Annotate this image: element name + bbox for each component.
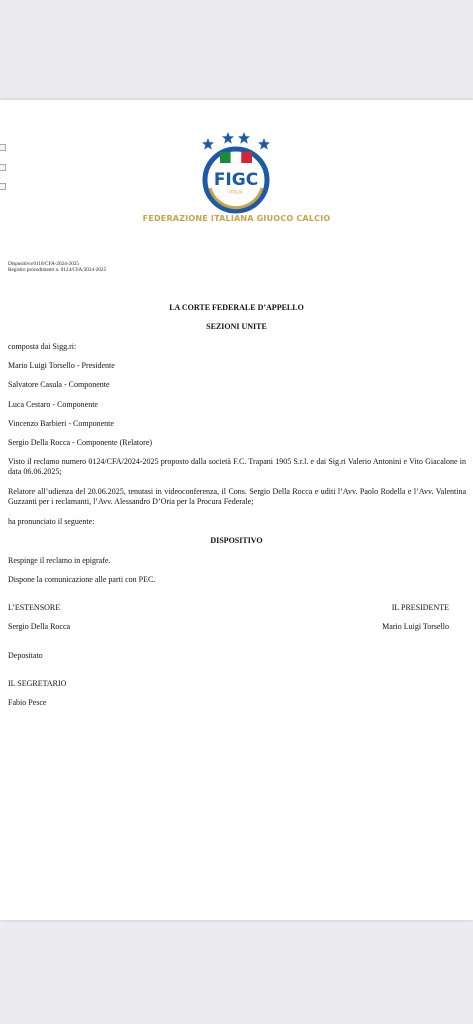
broken-image-icon: [0, 164, 6, 171]
segretario-label: IL SEGRETARIO: [8, 679, 67, 688]
document-page: [0, 100, 473, 920]
presidente-name: Mario Luigi Torsello: [382, 622, 449, 631]
estensore-name: Sergio Della Rocca: [8, 622, 71, 631]
member-item: Vincenzo Barbieri - Componente: [8, 419, 114, 428]
presidente-label: IL PRESIDENTE: [391, 603, 449, 612]
decision-item: Dispone la comunicazione alle parti con PEC.: [8, 575, 156, 584]
deposited-text: Depositato: [8, 651, 43, 660]
estensore-label: L’ESTENSORE: [8, 603, 61, 612]
logo-text: FIGC: [213, 170, 259, 190]
member-item: Salvatore Casula - Componente: [8, 380, 110, 389]
member-item: Sergio Della Rocca - Componente (Relatore): [8, 438, 153, 447]
star-icon: [202, 138, 214, 150]
decision-item: Respinge il reclamo in epigrafe.: [8, 556, 111, 565]
star-icon: [258, 138, 270, 150]
broken-image-icon: [0, 144, 6, 151]
pronounced-text: ha pronunciato il seguente:: [8, 517, 95, 526]
star-icon: [238, 132, 250, 144]
figc-logo: [196, 130, 276, 222]
visto-paragraph: Visto il reclamo numero 0124/CFA/2024-2025 proposto dalla società F.C. Trapani 1905 S.r.l. e dai Sig.ri Valerio Antonini e Vito Giacalone in data 06.06.2025;: [8, 457, 466, 476]
member-item: Luca Cestaro - Componente: [8, 400, 98, 409]
broken-image-icon: [0, 183, 6, 190]
court-section: SEZIONI UNITE: [206, 322, 267, 331]
segretario-name: Fabio Pesce: [8, 698, 47, 707]
logo-subtext: ITALIA: [229, 190, 243, 196]
registry-line: Registro procedimenti n. 0124/CFA/2024-2025: [8, 267, 107, 273]
registry-line: Dispositivo/0118/CFA-2024-2025: [8, 261, 79, 267]
dispositivo-title: DISPOSITIVO: [210, 536, 263, 545]
federation-name: FEDERAZIONE ITALIANA GIUOCO CALCIO: [142, 214, 331, 223]
relatore-paragraph: Relatore all’udienza del 20.06.2025, tenutasi in videoconferenza, il Cons. Sergio Della Rocca e uditi l’Avv. Paolo Rodella e l’Avv. Valentina Guzzanti per i reclamanti, l’Avv. Alessandro D’Oria per la Procura Federale;: [8, 487, 466, 506]
composed-by: composta dai Sigg.ri:: [8, 342, 77, 351]
court-title: LA CORTE FEDERALE D’APPELLO: [169, 303, 304, 312]
star-icon: [222, 132, 234, 144]
member-item: Mario Luigi Torsello - Presidente: [8, 361, 115, 370]
